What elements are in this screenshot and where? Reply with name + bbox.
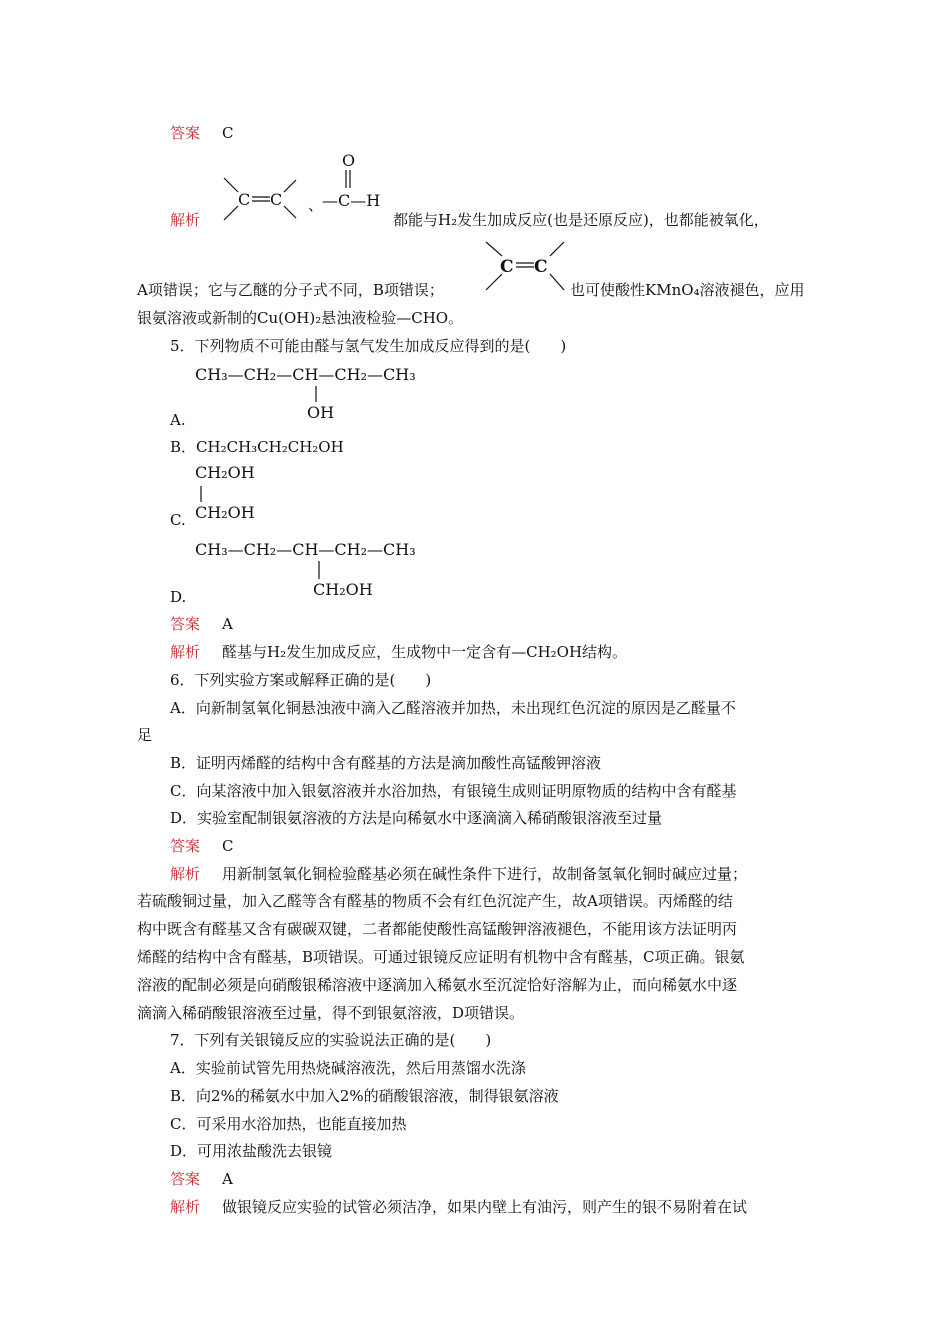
carbon-atom: C [534,257,548,277]
q6-answer-line: 答案 C [170,837,234,855]
q6-option-b: B．证明丙烯醛的结构中含有醛基的方法是滴加酸性高锰酸钾溶液 [170,754,602,772]
structure-main-chain: CH₃—CH₂—CH—CH₂—CH₃ [195,540,416,559]
q5-option-d-structure [195,535,495,605]
q4-analysis-line2b: 也可使酸性KMnO₄溶液褪色，应用 [570,281,805,299]
q4-answer-line [170,123,233,143]
q7-option-a: A．实验前试管先用热烧碱溶液洗，然后用蒸馏水洗涤 [170,1059,526,1077]
q5-option-c-structure [195,460,315,530]
q6-stem: 6．下列实验方案或解释正确的是( ) [170,671,432,689]
q6-option-c: C．向某溶液中加入银氨溶液并水浴加热，有银镜生成则证明原物质的结构中含有醛基 [170,782,737,800]
q5-answer-line: 答案 A [170,615,233,633]
q7-option-b: B．向2%的稀氨水中加入2%的硝酸银溶液，制得银氨溶液 [170,1087,559,1105]
q6-analysis-line1: 解析 用新制氢氧化铜检验醛基必须在碱性条件下进行，故制备氢氧化铜时碱应过量； [170,865,748,883]
carbon-atom: C [270,190,283,209]
q7-analysis-line1: 解析 做银镜反应实验的试管必须洁净，如果内壁上有油污，则产生的银不易附着在试 [170,1198,748,1216]
q5-analysis: 醛基与H₂发生加成反应，生成物中一定含有—CH₂OH结构。 [222,643,628,661]
q7-answer-line: 答案 A [170,1170,233,1188]
oxygen-atom: O [342,151,356,170]
q7-option-d: D．可用浓盐酸洗去银镜 [170,1142,333,1160]
separator-comma: 、 [308,196,324,214]
q6-analysis-line4: 烯醛的结构中含有醛基，B项错误。可通过银镜反应证明有机物中含有醛基，C项正确。银氨 [137,948,745,966]
structure-main-chain: CH₃—CH₂—CH—CH₂—CH₃ [195,365,416,384]
q5-option-d-label: D. [170,588,187,606]
structure-substituent: OH [307,403,335,422]
structure-bottom: CH₂OH [195,503,255,522]
q4-analysis-line2a: A项错误；它与乙醚的分子式不同，B项错误； [137,281,444,299]
q4-analysis-line1: 都能与H₂发生加成反应(也是还原反应)，也都能被氧化， [393,211,769,229]
analysis-label: 解析 [170,211,201,229]
q6-analysis-line2: 若硫酸铜过量，加入乙醛等含有醛基的物质不会有红色沉淀产生，故A项错误。丙烯醛的结 [137,892,733,910]
q5-option-c-label: C. [170,511,186,529]
q6-option-a-line2: 足 [137,726,153,744]
q5-stem: 5．下列物质不可能由醛与氢气发生加成反应得到的是( ) [170,337,567,355]
alkene-structure [220,172,300,232]
aldehyde-structure [322,148,402,218]
q6-analysis-line5: 溶液的配制必须是向硝酸银稀溶液中逐滴加入稀氨水至沉淀恰好溶解为止，而向稀氨水中逐 [137,976,738,994]
q4-answer: C [222,124,234,142]
q5-answer: A [222,615,233,633]
q7-stem: 7．下列有关银镜反应的实验说法正确的是( ) [170,1031,492,1049]
q5-option-a-label: A. [170,411,186,429]
carbon-atom: C [500,257,514,277]
q5-analysis-line: 解析 醛基与H₂发生加成反应，生成物中一定含有—CH₂OH结构。 [170,643,628,661]
q4-analysis-line3: 银氨溶液或新制的Cu(OH)₂悬浊液检验—CHO。 [137,309,464,327]
answer-label: 答案 [170,124,201,142]
q6-option-a-line1: A．向新制氢氧化铜悬浊液中滴入乙醛溶液并加热，未出现红色沉淀的原因是乙醛量不 [170,699,736,717]
alkene-structure-2 [482,238,572,298]
q7-option-c: C．可采用水浴加热，也能直接加热 [170,1115,407,1133]
carbon-atom: C [238,190,251,209]
structure-top: CH₂OH [195,463,255,482]
q6-analysis-line3: 构中既含有醛基又含有碳碳双键，二者都能使酸性高锰酸钾溶液褪色，不能用该方法证明丙 [137,920,738,938]
q6-answer: C [222,837,234,855]
q6-analysis-line6: 滴滴入稀硝酸银溶液至过量，得不到银氨溶液，D项错误。 [137,1004,525,1022]
q7-answer: A [222,1170,233,1188]
aldehyde-chain: —C—H [322,191,381,210]
q5-option-b: B．CH₂CH₃CH₂CH₂OH [170,438,344,456]
structure-substituent: CH₂OH [313,580,373,599]
q5-option-a-structure [195,360,495,420]
q6-option-d: D．实验室配制银氨溶液的方法是向稀氨水中逐滴滴入稀硝酸银溶液至过量 [170,809,663,827]
